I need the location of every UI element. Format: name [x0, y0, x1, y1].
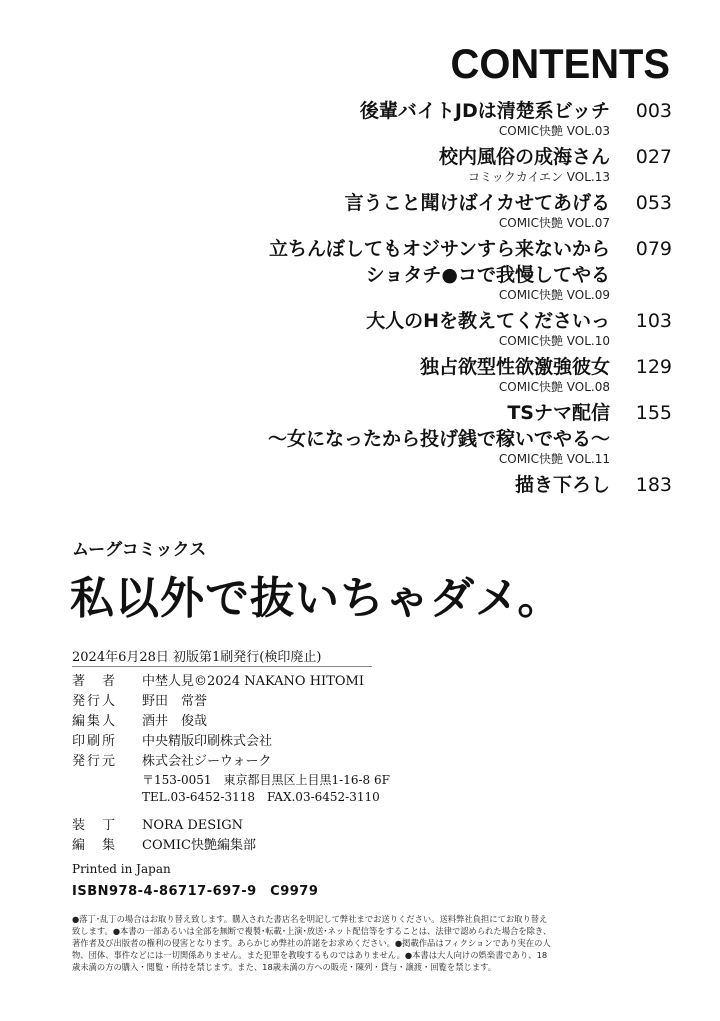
toc-entry-page: 103 [635, 310, 672, 332]
credit-value: 株式会社ジーウォーク [142, 754, 272, 769]
edition-line: 2024年6月28日 初版第1刷発行(検印廃止) [72, 650, 322, 665]
toc-entry-title: 言うこと聞けばイカせてあげる [344, 192, 610, 214]
credit-value: NORA DESIGN [142, 818, 244, 833]
toc-entry-title-line2: 〜女になったから投げ銭で稼いでやる〜 [267, 428, 610, 450]
toc-entry-source: COMIC快艶 VOL.03 [498, 124, 610, 138]
credit-key: 発行元 [72, 754, 118, 769]
publisher-address: 〒153-0051 東京都目黒区上目黒1-16-8 6F [142, 773, 390, 787]
toc-entry-title: 後輩バイトJDは清楚系ビッチ [359, 100, 610, 122]
toc-entry-page: 129 [635, 356, 672, 378]
toc-entry [72, 308, 672, 349]
book-title: 私以外で抜いちゃダメ。 [70, 573, 563, 624]
toc-entry-title: 独占欲型性欲激強彼女 [419, 356, 610, 378]
credit-row [72, 836, 390, 856]
toc-entry-source: コミックカイエン VOL.13 [468, 170, 610, 184]
toc-entry-source: COMIC快艶 VOL.11 [498, 452, 610, 466]
toc-entry-source: COMIC快艶 VOL.07 [498, 216, 610, 230]
legal-notes [72, 913, 552, 973]
toc-entry-source: COMIC快艶 VOL.10 [498, 334, 610, 348]
credit-key: 印刷所 [72, 734, 118, 749]
credit-key: 著 者 [72, 674, 118, 689]
toc-entry-title: TSナマ配信 [507, 402, 610, 424]
credit-row [72, 712, 390, 732]
toc-entry-title: 大人のHを教えてくださいっ [366, 310, 610, 332]
publisher-phone: TEL.03-6452-3118 FAX.03-6452-3110 [142, 790, 380, 804]
toc-entry-title: 立ちんぼしてもオジサンすら来ないから [268, 238, 610, 260]
toc-entry [72, 98, 672, 139]
toc-entry-page: 003 [635, 100, 672, 122]
toc-entry-page: 027 [635, 146, 672, 168]
toc-entry-page: 053 [635, 192, 672, 214]
credit-key: 編集人 [72, 714, 118, 729]
toc-entry-page: 155 [635, 402, 672, 424]
credits-block [72, 672, 390, 856]
toc-entry [72, 472, 672, 498]
credit-row [72, 732, 390, 752]
credit-value: COMIC快艶編集部 [142, 838, 256, 853]
credit-value: 酒井 俊哉 [142, 714, 208, 729]
credit-key: 発行人 [72, 694, 118, 709]
isbn: ISBN978-4-86717-697-9 C9979 [72, 884, 319, 899]
table-of-contents [72, 98, 672, 503]
credit-key: 装 丁 [72, 818, 118, 833]
toc-entry [72, 236, 672, 303]
toc-entry-source: COMIC快艶 VOL.09 [498, 288, 610, 302]
credit-value: 中央精版印刷株式会社 [142, 734, 273, 749]
toc-entry [72, 354, 672, 395]
credit-row [72, 816, 390, 836]
legal-notes-text: ●落丁･乱丁の場合はお取り替え致します。購入された書店名を明記して弊社までお送りください。送料弊社負担にてお取り替え致します。●本書の一部あるいは全部を無断で複製･転載･上演･放送･ネット配信等をすることは、法律で認められた場合を除き、著作者及び出版者の権利の侵害となります。あらかじめ弊社の許諾をお求めください。●掲載作品はフィクションであり実在の人物、団体、事件などには一切関係ありません。また犯罪を教唆するものではありません。●本書は大人向けの娯楽書であり、18歳未満の方の購入・閲覧・所持を禁じます。また、18歳未満の方への販売・陳列・貸与・譲渡・回覧を禁じます。 [72, 914, 552, 972]
toc-entry-title-line2: ショタチ●コで我慢してやる [365, 264, 610, 286]
credit-value: 中埜人見©2024 NAKANO HITOMI [142, 674, 364, 689]
toc-entry-page: 079 [635, 238, 672, 260]
credit-key: 編 集 [72, 838, 118, 853]
credit-row [72, 752, 390, 772]
toc-entry [72, 144, 672, 185]
credit-row [72, 692, 390, 712]
toc-entry-source: COMIC快艶 VOL.08 [498, 380, 610, 394]
toc-entry [72, 400, 672, 467]
imprint-label: ムーグコミックス [72, 540, 207, 560]
toc-entry-title: 描き下ろし [514, 474, 610, 496]
toc-entry-title: 校内風俗の成海さん [438, 146, 610, 168]
toc-entry [72, 190, 672, 231]
toc-entry-page: 183 [635, 474, 672, 496]
credit-value: 野田 常誉 [142, 694, 208, 709]
printed-in: Printed in Japan [72, 862, 171, 876]
contents-heading: CONTENTS [450, 40, 670, 87]
credit-row [72, 672, 390, 692]
divider [72, 666, 372, 667]
